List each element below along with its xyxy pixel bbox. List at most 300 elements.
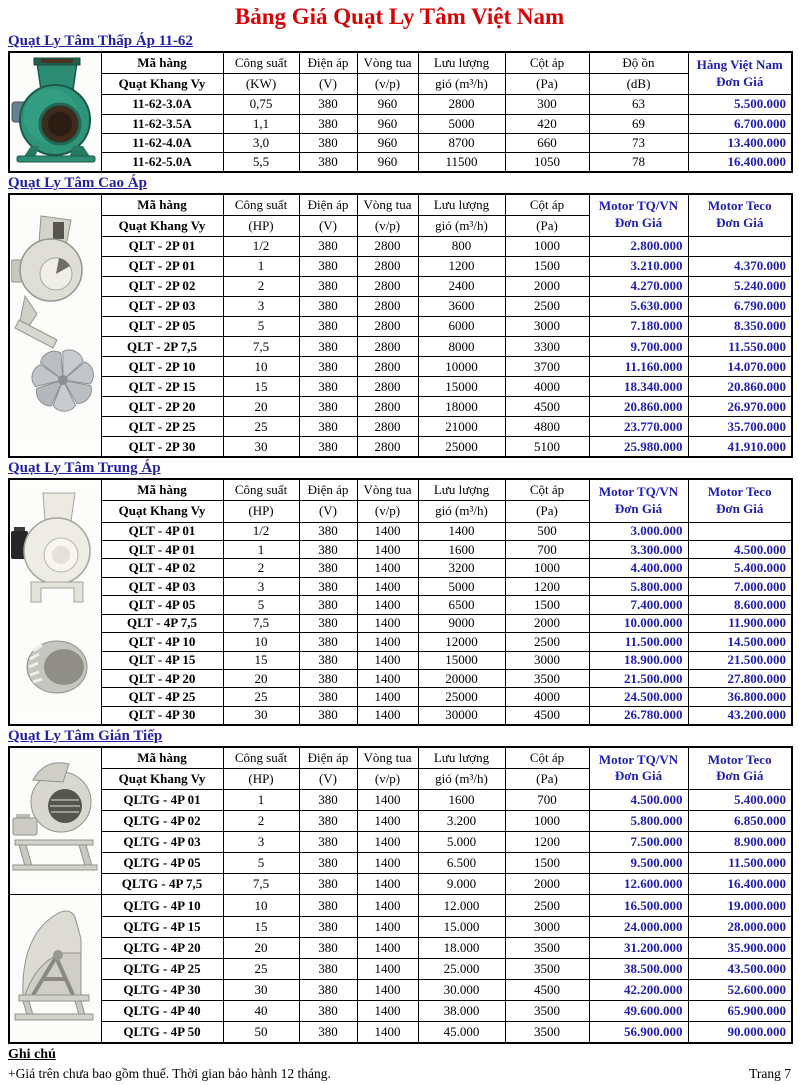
price-cell: 23.770.000 [589,417,688,437]
model-code-cell: 11-62-3.5A [101,114,223,133]
spec-cell: 3500 [505,937,589,958]
spec-cell: 1400 [357,1022,418,1043]
spec-cell: 2000 [505,614,589,632]
spec-cell: 2000 [505,276,589,296]
price-cell: 8.900.000 [688,832,792,853]
indirect-fan-photo-icon [11,756,99,882]
spec-cell: 3.200 [418,810,505,831]
price-cell: 4.400.000 [589,559,688,577]
spec-cell: 1400 [357,559,418,577]
fan-photo-cell [9,747,101,895]
header-cell: (v/p) [357,768,418,789]
price-cell: 10.000.000 [589,614,688,632]
header-cell: Quạt Khang Vy [101,768,223,789]
spec-cell: 1400 [357,832,418,853]
spec-cell: 11500 [418,153,505,172]
price-cell: 9.700.000 [589,336,688,356]
spec-cell: 3500 [505,670,589,688]
spec-cell: 380 [299,397,357,417]
spec-cell: 25 [223,688,299,706]
spec-cell: 5 [223,853,299,874]
spec-cell: 380 [299,95,357,114]
spec-cell: 2800 [357,397,418,417]
price-cell: 20.860.000 [589,397,688,417]
price-cell: 16.400.000 [688,874,792,895]
price-cell: 18.900.000 [589,651,688,669]
header-cell: Quạt Khang Vy [101,215,223,236]
spec-cell: 1400 [357,958,418,979]
model-code-cell: QLT - 4P 01 [101,522,223,540]
price-header-line: Motor Teco [707,483,772,499]
spec-cell: 20 [223,937,299,958]
spec-cell: 2 [223,276,299,296]
price-cell: 25.980.000 [589,437,688,457]
spec-cell: 380 [299,596,357,614]
spec-cell: 2 [223,810,299,831]
spec-cell: 2800 [357,316,418,336]
model-code-cell: QLTG - 4P 05 [101,853,223,874]
price-cell: 3.000.000 [589,522,688,540]
spec-cell: 15 [223,377,299,397]
spec-cell: 5 [223,596,299,614]
price-cell: 43.200.000 [688,706,792,725]
spec-cell: 3300 [505,336,589,356]
spec-cell: 380 [299,559,357,577]
spec-cell: 3500 [505,1001,589,1022]
spec-cell: 5,5 [223,153,299,172]
model-code-cell: QLTG - 4P 10 [101,895,223,916]
spec-cell: 9.000 [418,874,505,895]
model-code-cell: QLT - 4P 30 [101,706,223,725]
price-header-line: Đơn Giá [614,768,663,784]
spec-cell: 380 [299,417,357,437]
price-cell: 26.970.000 [688,397,792,417]
price-cell: 35.900.000 [688,937,792,958]
header-cell: Lưu lượng [418,52,505,73]
header-cell: Mã hàng [101,747,223,768]
spec-cell: 380 [299,296,357,316]
spec-cell: 960 [357,95,418,114]
price-cell: 12.600.000 [589,874,688,895]
spec-cell: 380 [299,853,357,874]
section-high-pressure [8,175,791,458]
green-fan-photo-icon [11,54,99,166]
spec-cell: 1400 [357,853,418,874]
price-cell: 7.180.000 [589,316,688,336]
spec-cell: 15000 [418,651,505,669]
model-code-cell: QLT - 4P 03 [101,577,223,595]
section-medium-pressure [8,460,791,726]
spec-cell: 45.000 [418,1022,505,1043]
price-header-cell [589,479,688,522]
spec-cell: 38.000 [418,1001,505,1022]
spec-cell: 380 [299,614,357,632]
spec-cell: 25000 [418,688,505,706]
spec-cell: 7,5 [223,614,299,632]
model-code-cell: QLT - 2P 03 [101,296,223,316]
spec-cell: 2800 [357,417,418,437]
fan-photo-cell [9,52,101,172]
model-code-cell: QLT - 4P 15 [101,651,223,669]
spec-cell: 25 [223,958,299,979]
spec-cell: 2800 [357,276,418,296]
price-header-line: Motor TQ/VN [598,751,679,767]
spec-cell: 960 [357,114,418,133]
model-code-cell: QLTG - 4P 20 [101,937,223,958]
spec-cell: 4000 [505,377,589,397]
header-cell: Điện áp [299,747,357,768]
spec-cell: 380 [299,336,357,356]
price-cell: 16.500.000 [589,895,688,916]
header-cell: Cột áp [505,194,589,215]
spec-cell: 1000 [505,236,589,256]
header-cell: (Pa) [505,768,589,789]
section-title-low-pressure: Quạt Ly Tâm Thấp Áp 11-62 [8,33,193,49]
price-header-line: Hàng Việt Nam [696,56,783,72]
spec-cell: 700 [505,540,589,558]
price-header-cell [589,194,688,236]
page-title: Bảng Giá Quạt Ly Tâm Việt Nam [234,4,565,29]
spec-cell: 1400 [357,614,418,632]
header-cell: (HP) [223,768,299,789]
header-cell: (HP) [223,501,299,523]
price-table-indirect [8,746,793,1044]
spec-cell: 380 [299,980,357,1001]
price-cell: 21.500.000 [589,670,688,688]
price-cell: 7.400.000 [589,596,688,614]
spec-cell: 3000 [505,916,589,937]
header-cell: gió (m³/h) [418,501,505,523]
spec-cell: 63 [589,95,688,114]
header-cell: Cột áp [505,479,589,501]
price-cell: 4.370.000 [688,256,792,276]
header-cell: Quạt Khang Vy [101,73,223,94]
header-cell: gió (m³/h) [418,73,505,94]
spec-cell: 2500 [505,633,589,651]
spec-cell: 20000 [418,670,505,688]
spec-cell: 380 [299,153,357,172]
model-code-cell: QLT - 4P 10 [101,633,223,651]
spec-cell: 1400 [357,937,418,958]
price-cell: 5.400.000 [688,789,792,810]
price-cell: 42.200.000 [589,980,688,1001]
spec-cell: 1000 [505,559,589,577]
spec-cell: 2800 [357,256,418,276]
spec-cell: 1500 [505,256,589,276]
model-code-cell: QLT - 2P 02 [101,276,223,296]
price-cell: 24.500.000 [589,688,688,706]
price-cell: 11.900.000 [688,614,792,632]
spec-cell: 1400 [357,789,418,810]
model-code-cell: QLT - 4P 02 [101,559,223,577]
header-cell: (v/p) [357,73,418,94]
price-cell: 13.400.000 [688,133,792,152]
spec-cell: 1/2 [223,522,299,540]
price-cell: 4.500.000 [688,540,792,558]
notes-heading: Ghi chú [8,1047,56,1062]
price-cell: 7.000.000 [688,577,792,595]
spec-cell: 30 [223,980,299,1001]
price-header-cell [688,52,792,95]
price-header-cell [688,194,792,236]
spec-cell: 1400 [357,651,418,669]
price-cell: 2.800.000 [589,236,688,256]
spec-cell: 15 [223,651,299,669]
spec-cell: 6000 [418,316,505,336]
spec-cell: 2800 [357,437,418,457]
spec-cell: 380 [299,236,357,256]
spec-cell: 1400 [357,596,418,614]
spec-cell: 6500 [418,596,505,614]
spec-cell: 25.000 [418,958,505,979]
spec-cell: 1200 [505,832,589,853]
price-header-line: Motor Teco [707,198,772,214]
spec-cell: 2500 [505,895,589,916]
header-cell: (dB) [589,73,688,94]
section-low-pressure [8,33,791,173]
spec-cell: 500 [505,522,589,540]
model-code-cell: QLT - 2P 7,5 [101,336,223,356]
spec-cell: 3600 [418,296,505,316]
note-text: +Giá trên chưa bao gồm thuế. Thời gian bảo hành 12 tháng. [8,1066,331,1081]
spec-cell: 3500 [505,1022,589,1043]
spec-cell: 380 [299,377,357,397]
price-cell: 52.600.000 [688,980,792,1001]
spec-cell: 1400 [418,522,505,540]
price-table-high-pressure [8,193,793,458]
price-cell: 5.630.000 [589,296,688,316]
header-cell: Công suất [223,194,299,215]
price-cell: 11.550.000 [688,336,792,356]
spec-cell: 380 [299,316,357,336]
spec-cell: 8700 [418,133,505,152]
price-cell: 14.500.000 [688,633,792,651]
spec-cell: 18.000 [418,937,505,958]
fan-photo-cell [9,194,101,457]
model-code-cell: QLT - 2P 20 [101,397,223,417]
model-code-cell: QLT - 2P 10 [101,357,223,377]
spec-cell: 40 [223,1001,299,1022]
price-cell: 56.900.000 [589,1022,688,1043]
header-cell: (V) [299,73,357,94]
spec-cell: 1400 [357,895,418,916]
model-code-cell: QLT - 2P 15 [101,377,223,397]
spec-cell: 1400 [357,540,418,558]
spec-cell: 380 [299,789,357,810]
spec-cell: 69 [589,114,688,133]
spec-cell: 2800 [357,336,418,356]
section-indirect [8,728,791,1044]
fan-photo-cell [9,895,101,1043]
header-cell: Độ ồn [589,52,688,73]
spec-cell: 18000 [418,397,505,417]
price-cell: 5.500.000 [688,95,792,114]
price-header-cell [589,747,688,789]
spec-cell: 30.000 [418,980,505,1001]
model-code-cell: QLT - 2P 25 [101,417,223,437]
spec-cell: 5000 [418,577,505,595]
price-cell: 6.700.000 [688,114,792,133]
price-header-line: Đơn Giá [716,73,764,89]
price-cell: 19.000.000 [688,895,792,916]
spec-cell: 73 [589,133,688,152]
spec-cell: 1400 [357,577,418,595]
spec-cell: 2800 [357,357,418,377]
header-cell: Mã hàng [101,52,223,73]
price-header-cell [688,747,792,789]
price-cell: 28.000.000 [688,916,792,937]
spec-cell: 5000 [418,114,505,133]
header-cell: Mã hàng [101,479,223,501]
spec-cell: 1200 [505,577,589,595]
price-header-line: Đơn Giá [716,215,764,231]
spec-cell: 380 [299,114,357,133]
model-code-cell: QLTG - 4P 25 [101,958,223,979]
price-cell: 35.700.000 [688,417,792,437]
price-cell: 31.200.000 [589,937,688,958]
price-cell: 4.500.000 [589,789,688,810]
spec-cell: 8000 [418,336,505,356]
price-cell: 5.240.000 [688,276,792,296]
spec-cell: 4500 [505,980,589,1001]
model-code-cell: 11-62-3.0A [101,95,223,114]
header-cell: Vòng tua [357,747,418,768]
price-header-line: Motor TQ/VN [598,483,679,499]
model-code-cell: QLTG - 4P 50 [101,1022,223,1043]
spec-cell: 1 [223,256,299,276]
spec-cell: 380 [299,522,357,540]
spec-cell: 1400 [357,706,418,725]
spec-cell: 3000 [505,651,589,669]
header-cell: (v/p) [357,215,418,236]
spec-cell: 380 [299,577,357,595]
spec-cell: 380 [299,651,357,669]
model-code-cell: QLT - 4P 20 [101,670,223,688]
spec-cell: 7,5 [223,336,299,356]
spec-cell: 1400 [357,688,418,706]
spec-cell: 7,5 [223,874,299,895]
price-cell: 8.350.000 [688,316,792,336]
header-cell: (KW) [223,73,299,94]
model-code-cell: 11-62-5.0A [101,153,223,172]
price-cell: 6.850.000 [688,810,792,831]
model-code-cell: QLT - 4P 01 [101,540,223,558]
price-header-cell [688,479,792,522]
price-cell [688,236,792,256]
spec-cell: 1600 [418,540,505,558]
price-cell: 3.210.000 [589,256,688,276]
price-cell: 14.070.000 [688,357,792,377]
spec-cell: 700 [505,789,589,810]
header-cell: Điện áp [299,52,357,73]
fan-photo-cell [9,479,101,725]
price-cell: 9.500.000 [589,853,688,874]
spec-cell: 10 [223,895,299,916]
spec-cell: 380 [299,276,357,296]
header-cell: Vòng tua [357,52,418,73]
spec-cell: 12.000 [418,895,505,916]
header-cell: Mã hàng [101,194,223,215]
header-cell: (v/p) [357,501,418,523]
section-title-indirect: Quạt Ly Tâm Gián Tiếp [8,728,163,744]
price-table-low-pressure [8,51,793,173]
header-cell: Cột áp [505,52,589,73]
spec-cell: 30 [223,706,299,725]
spec-cell: 2800 [418,95,505,114]
spec-cell: 3700 [505,357,589,377]
spec-cell: 380 [299,1001,357,1022]
spec-cell: 1500 [505,596,589,614]
spec-cell: 380 [299,958,357,979]
header-cell: Công suất [223,479,299,501]
spec-cell: 1500 [505,853,589,874]
spec-cell: 1400 [357,522,418,540]
spec-cell: 25000 [418,437,505,457]
spec-cell: 380 [299,706,357,725]
spec-cell: 380 [299,437,357,457]
spec-cell: 1200 [418,256,505,276]
spec-cell: 10 [223,357,299,377]
model-code-cell: QLT - 4P 05 [101,596,223,614]
price-table-medium-pressure [8,478,793,726]
spec-cell: 1400 [357,874,418,895]
header-cell: Vòng tua [357,479,418,501]
spec-cell: 380 [299,1022,357,1043]
price-cell: 49.600.000 [589,1001,688,1022]
price-cell: 11.500.000 [589,633,688,651]
spec-cell: 4000 [505,688,589,706]
spec-cell: 1000 [505,810,589,831]
spec-cell: 380 [299,874,357,895]
spec-cell: 380 [299,633,357,651]
section-title-medium-pressure: Quạt Ly Tâm Trung Áp [8,460,161,476]
model-code-cell: QLTG - 4P 15 [101,916,223,937]
price-cell: 4.270.000 [589,276,688,296]
price-cell: 6.790.000 [688,296,792,316]
spec-cell: 78 [589,153,688,172]
model-code-cell: QLTG - 4P 7,5 [101,874,223,895]
price-cell: 5.800.000 [589,810,688,831]
model-code-cell: QLT - 2P 30 [101,437,223,457]
price-header-line: Motor TQ/VN [598,198,679,214]
spec-cell: 2800 [357,296,418,316]
model-code-cell: QLTG - 4P 02 [101,810,223,831]
spec-cell: 2000 [505,874,589,895]
spec-cell: 50 [223,1022,299,1043]
spec-cell: 380 [299,895,357,916]
model-code-cell: QLT - 4P 25 [101,688,223,706]
price-cell: 5.400.000 [688,559,792,577]
header-cell: (Pa) [505,73,589,94]
model-code-cell: QLTG - 4P 30 [101,980,223,1001]
spec-cell: 660 [505,133,589,152]
price-cell: 7.500.000 [589,832,688,853]
price-cell: 21.500.000 [688,651,792,669]
spec-cell: 1400 [357,916,418,937]
spec-cell: 420 [505,114,589,133]
spec-cell: 2500 [505,296,589,316]
spec-cell: 5100 [505,437,589,457]
price-cell: 26.780.000 [589,706,688,725]
spec-cell: 15.000 [418,916,505,937]
medium-pressure-fan-photo-icon [11,489,99,711]
price-cell: 8.600.000 [688,596,792,614]
high-pressure-fan-photo-icon [11,208,99,440]
header-cell: (Pa) [505,215,589,236]
spec-cell: 800 [418,236,505,256]
price-cell: 20.860.000 [688,377,792,397]
price-header-line: Đơn Giá [716,768,764,784]
